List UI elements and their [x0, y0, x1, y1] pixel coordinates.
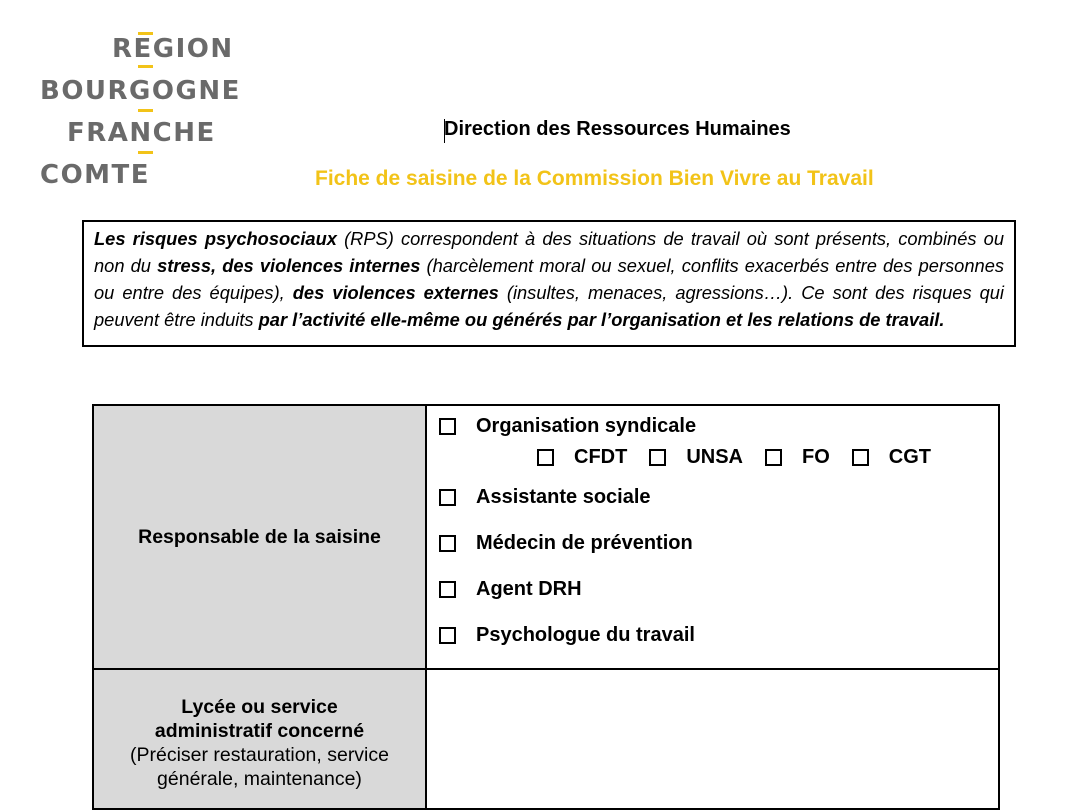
logo-accent-bar — [138, 151, 153, 154]
etablissement-label-line2: administratif concerné — [154, 720, 365, 742]
rps-text-3: (insultes, menaces, agressions…). Ce sont des risques qui peuvent être induits — [94, 282, 1004, 330]
union-options — [537, 440, 998, 474]
checkbox[interactable] — [852, 449, 869, 466]
option-agent-drh[interactable] — [439, 566, 998, 612]
checkbox[interactable] — [439, 581, 456, 598]
etablissement-label — [93, 669, 426, 809]
logo-line-bourgogne: BOURGOGNE — [40, 76, 241, 106]
checkbox[interactable] — [439, 535, 456, 552]
option-label: Agent DRH — [476, 577, 582, 600]
etablissement-field[interactable] — [426, 669, 999, 809]
responsable-label: Responsable de la saisine — [93, 405, 426, 669]
union-cgt[interactable] — [852, 446, 931, 469]
checkbox[interactable] — [439, 627, 456, 644]
checkbox[interactable] — [537, 449, 554, 466]
logo-line-franche: FRANCHE — [67, 118, 216, 148]
table-row — [93, 669, 999, 809]
union-label: CGT — [888, 445, 931, 468]
etablissement-note: (Préciser restauration, service générale, maintenance) — [129, 744, 389, 790]
rps-text-1: (RPS) correspondent à des situations de travail où sont présents, combinés ou non du — [94, 228, 1004, 276]
form-subtitle: Fiche de saisine de la Commission Bien Vivre au Travail — [315, 167, 874, 190]
logo-accent-bar — [138, 65, 153, 68]
rps-bold-2: stress, des violences internes — [157, 255, 421, 276]
option-medecin-prevention[interactable] — [439, 520, 998, 566]
union-unsa[interactable] — [649, 446, 743, 469]
checkbox[interactable] — [439, 489, 456, 506]
option-psychologue-travail[interactable] — [439, 612, 998, 658]
rps-bold-1: Les risques psychosociaux — [94, 228, 337, 249]
union-label: CFDT — [574, 445, 628, 468]
logo-accent-bar — [138, 109, 153, 112]
rps-bold-3: des violences externes — [292, 282, 499, 303]
rps-bold-4: par l’activité elle-même ou générés par l’organisation et les relations de travail. — [258, 309, 945, 330]
option-label: Médecin de prévention — [476, 531, 693, 554]
saisine-form-table — [92, 404, 1000, 810]
option-label: Organisation syndicale — [476, 414, 697, 437]
etablissement-label-line1: Lycée ou service — [181, 696, 338, 718]
checkbox[interactable] — [765, 449, 782, 466]
option-label: Psychologue du travail — [476, 623, 695, 646]
option-organisation-syndicale[interactable] — [439, 412, 998, 440]
union-fo[interactable] — [765, 446, 830, 469]
region-logo — [40, 32, 255, 192]
checkbox[interactable] — [439, 418, 456, 435]
union-label: FO — [802, 445, 830, 468]
checkbox[interactable] — [649, 449, 666, 466]
responsable-options — [426, 405, 999, 669]
logo-line-comte: COMTE — [40, 160, 151, 190]
logo-line-region: REGION — [112, 34, 234, 64]
rps-definition-box — [82, 220, 1016, 347]
rps-text-2: (harcèlement moral ou sexuel, conflits exacerbés entre des personnes ou entre des équipes), — [94, 255, 1004, 303]
union-label: UNSA — [686, 445, 743, 468]
table-row — [93, 405, 999, 669]
department-title: Direction des Ressources Humaines — [444, 118, 791, 140]
option-label: Assistante sociale — [476, 485, 651, 508]
union-cfdt[interactable] — [537, 446, 627, 469]
option-assistante-sociale[interactable] — [439, 474, 998, 520]
